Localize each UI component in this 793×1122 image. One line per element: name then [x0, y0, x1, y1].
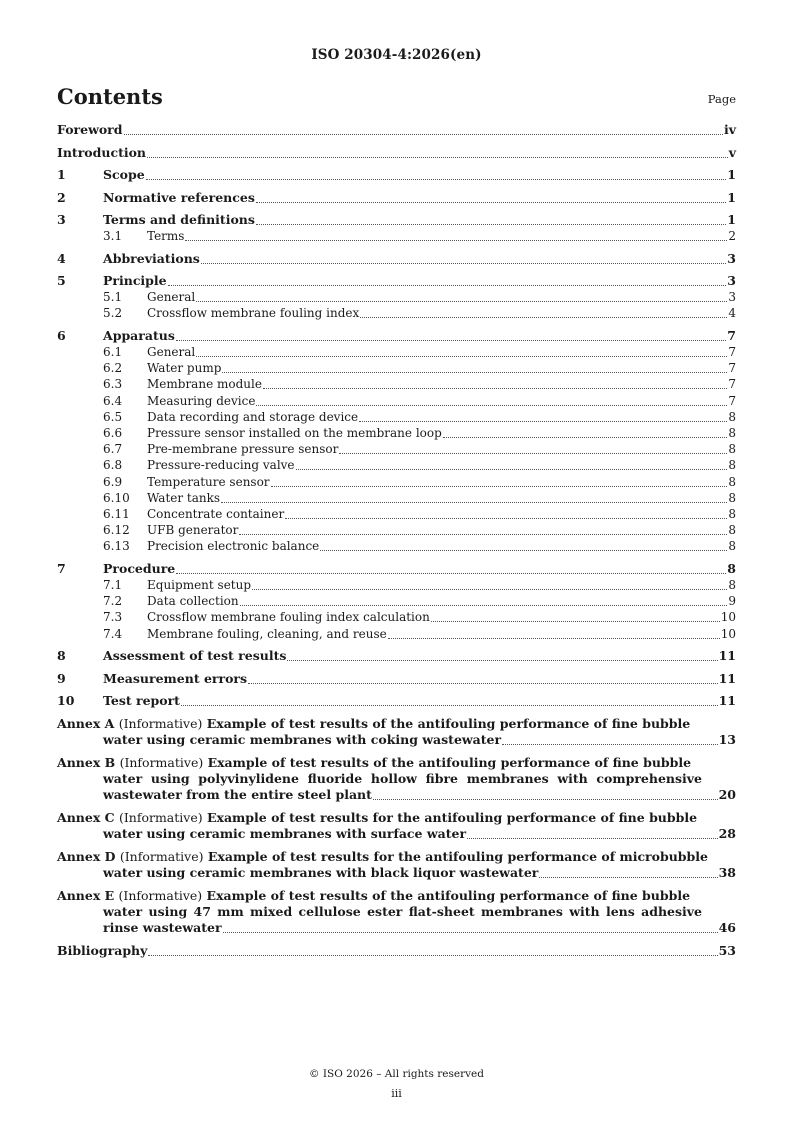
toc-entry-number: 1	[57, 167, 66, 182]
toc-entry-page: 7	[728, 377, 736, 392]
toc-entry-row	[147, 360, 736, 376]
toc-entry-title: Precision electronic balance	[147, 539, 320, 554]
toc-entry-page: 1	[727, 167, 736, 182]
toc-entry-title: Equipment setup	[147, 578, 252, 592]
toc-entry-page: 3	[727, 250, 736, 266]
annex-page: 38	[718, 865, 736, 881]
annex-title-line: rinse wastewater	[103, 920, 222, 936]
toc-entry-page: 8	[728, 490, 736, 505]
toc-entry-page: 1	[727, 212, 736, 227]
toc-entry[interactable]	[57, 425, 736, 441]
contents-title: Contents	[57, 84, 163, 109]
annex-title-line: Example of test results for the antifouling performance of fine bubble	[206, 810, 698, 826]
toc-entry-row	[147, 538, 736, 554]
toc-entry-page: 3	[727, 273, 736, 289]
toc-entry[interactable]	[57, 344, 736, 360]
toc-entry-row	[147, 393, 736, 409]
toc-entry-title: Pressure-reducing valve	[147, 458, 295, 473]
toc-entry-row	[57, 145, 736, 161]
dot-leader	[359, 421, 727, 422]
toc-entry-page: 9	[728, 594, 736, 609]
dot-leader	[248, 683, 718, 684]
document-identifier: ISO 20304-4:2026(en)	[311, 47, 482, 63]
toc-entry[interactable]	[57, 289, 736, 305]
toc-entry-page: iv	[723, 122, 736, 137]
toc-entry-title: Introduction	[57, 144, 147, 160]
toc-entry-title: Test report	[103, 693, 180, 709]
toc-entry-page: 10	[720, 626, 736, 641]
toc-entry-number: 6.1	[103, 345, 123, 360]
toc-entry-number: 6.7	[103, 442, 123, 457]
table-of-contents	[57, 122, 736, 959]
toc-entry-title: Normative references	[103, 189, 255, 205]
annex-title-line: water using polyvinylidene fluoride hollow fibre membranes with comprehensive	[103, 771, 702, 787]
dot-leader	[223, 932, 718, 933]
toc-entry-number: 7.1	[103, 578, 123, 592]
toc-entry[interactable]	[57, 522, 736, 538]
toc-entry-row	[103, 648, 736, 664]
annex-label: Annex A	[57, 716, 115, 732]
toc-entry[interactable]	[57, 490, 736, 506]
toc-entry-page: 8	[728, 458, 736, 473]
toc-entry-row	[103, 671, 736, 687]
copyright-notice: © ISO 2026 – All rights reserved	[309, 1068, 484, 1080]
annex-last-row	[57, 865, 736, 881]
toc-entry-number: 5.1	[103, 290, 123, 305]
toc-entry-number: 7.2	[103, 594, 123, 609]
toc-entry-title: Abbreviations	[103, 250, 200, 266]
toc-entry-row	[147, 490, 736, 506]
annex-title-line: Example of test results for the antifouling performance of microbubble	[207, 849, 708, 865]
toc-entry-title: Data collection	[147, 594, 239, 609]
toc-entry[interactable]	[57, 305, 736, 321]
toc-entry-row	[147, 577, 736, 593]
annex-type: (Informative)	[119, 755, 204, 771]
dot-leader	[285, 518, 727, 519]
toc-entry-row	[103, 561, 736, 577]
toc-entry-title: Bibliography	[57, 942, 148, 958]
toc-entry-number: 8	[57, 648, 66, 664]
toc-entry-number: 10	[57, 693, 75, 709]
dot-leader	[320, 550, 727, 551]
annex-title-line: water using 47 mm mixed cellulose ester flat-sheet membranes with lens adhesive	[103, 904, 702, 920]
annex-last-row	[57, 826, 736, 842]
toc-entry-number: 6.6	[103, 426, 123, 440]
toc-entry-title: Temperature sensor	[147, 474, 270, 489]
annex-title-line: water using ceramic membranes with surface water	[103, 826, 467, 842]
dot-leader	[252, 589, 727, 590]
toc-entry-title: Crossflow membrane fouling index	[147, 306, 360, 321]
annex-first-line	[57, 849, 736, 865]
toc-annex-entry[interactable]	[57, 888, 736, 936]
toc-entry-page: 8	[728, 442, 736, 457]
toc-entry-page: 11	[718, 648, 736, 664]
toc-entry-row	[147, 474, 736, 490]
toc-entry-page: v	[728, 144, 736, 160]
dot-leader	[339, 453, 727, 454]
toc-entry-page: 1	[727, 189, 736, 205]
toc-entry-title: Pressure sensor installed on the membrane loop	[147, 426, 442, 440]
toc-entry-title: Water pump	[147, 361, 222, 376]
toc-entry-number: 6.4	[103, 393, 123, 408]
dot-leader	[539, 877, 717, 878]
toc-entry-number: 2	[57, 189, 66, 205]
dot-leader	[221, 502, 727, 503]
toc-entry-title: Data recording and storage device	[147, 409, 359, 424]
dot-leader	[176, 340, 726, 341]
toc-entry[interactable]	[57, 145, 736, 161]
toc-entry[interactable]	[57, 251, 736, 267]
toc-entry-title: Terms and definitions	[103, 212, 255, 227]
toc-entry-row	[103, 167, 736, 183]
toc-entry-row	[147, 457, 736, 473]
annex-title-line: water using ceramic membranes with black liquor wastewater	[103, 865, 539, 881]
dot-leader	[502, 744, 718, 745]
toc-entry-row	[103, 273, 736, 289]
dot-leader	[256, 405, 727, 406]
toc-entry[interactable]	[57, 474, 736, 490]
toc-entry-row	[147, 228, 736, 244]
toc-entry[interactable]	[57, 190, 736, 206]
dot-leader	[185, 240, 727, 241]
toc-entry[interactable]	[57, 538, 736, 554]
toc-entry-title: Pre-membrane pressure sensor	[147, 442, 339, 457]
toc-annex-entry[interactable]	[57, 755, 736, 803]
dot-leader	[124, 134, 723, 135]
toc-entry-number: 7.4	[103, 626, 123, 641]
toc-entry[interactable]	[57, 593, 736, 609]
toc-entry[interactable]	[57, 671, 736, 687]
toc-entry-row	[57, 122, 736, 138]
dot-leader	[168, 285, 727, 286]
toc-entry-title: General	[147, 345, 196, 360]
toc-entry-page: 8	[728, 523, 736, 538]
annex-last-row	[57, 920, 736, 936]
toc-entry-number: 9	[57, 670, 66, 686]
dot-leader	[256, 224, 726, 225]
toc-entry-row	[103, 251, 736, 267]
toc-entry-page: 8	[728, 578, 736, 592]
toc-entry-row	[147, 522, 736, 538]
toc-entry-number: 6.2	[103, 361, 123, 376]
dot-leader	[196, 301, 727, 302]
toc-entry-number: 5	[57, 273, 66, 289]
toc-entry-number: 6.10	[103, 490, 130, 505]
toc-entry-number: 7	[57, 561, 66, 576]
toc-entry-number: 5.2	[103, 306, 123, 321]
toc-entry-title: Terms	[147, 229, 185, 243]
page-number: iii	[391, 1087, 402, 1100]
toc-entry-row	[147, 376, 736, 392]
toc-entry-number: 6.5	[103, 409, 123, 424]
dot-leader	[196, 356, 727, 357]
toc-entry[interactable]	[57, 648, 736, 664]
toc-entry-row	[147, 425, 736, 441]
dot-leader	[222, 372, 727, 373]
toc-entry-title: Membrane fouling, cleaning, and reuse	[147, 626, 387, 641]
toc-entry-title: Assessment of test results	[103, 648, 287, 664]
toc-entry-row	[103, 693, 736, 709]
toc-entry-row	[147, 441, 736, 457]
toc-entry-title: Procedure	[103, 561, 176, 576]
dot-leader	[443, 437, 728, 438]
annex-title-line: water using ceramic membranes with coking wastewater	[103, 732, 502, 748]
toc-entry-row	[147, 344, 736, 360]
toc-entry-number: 6.3	[103, 377, 123, 392]
toc-annex-entry[interactable]	[57, 716, 736, 748]
toc-entry-row	[147, 609, 736, 625]
toc-entry-row	[147, 506, 736, 522]
toc-entry-title: Membrane module	[147, 377, 262, 392]
toc-entry-page: 2	[728, 229, 736, 243]
toc-entry-number: 3.1	[103, 229, 123, 243]
toc-entry[interactable]	[57, 122, 736, 138]
toc-entry-number: 6.8	[103, 458, 123, 473]
toc-entry[interactable]	[57, 441, 736, 457]
dot-leader	[239, 534, 727, 535]
toc-entry-title: Crossflow membrane fouling index calculation	[147, 610, 430, 625]
annex-label: Annex C	[57, 810, 115, 826]
toc-entry-number: 3	[57, 212, 66, 227]
dot-leader	[256, 202, 726, 203]
toc-entry[interactable]	[57, 228, 736, 244]
toc-entry-page: 11	[718, 693, 736, 709]
annex-last-row	[57, 732, 736, 748]
toc-entry-page: 8	[728, 506, 736, 521]
toc-entry-title: Measurement errors	[103, 670, 248, 686]
toc-entry-title: Principle	[103, 273, 167, 289]
toc-annex-entry[interactable]	[57, 849, 736, 881]
annex-first-line	[57, 888, 736, 904]
toc-entry-title: Apparatus	[103, 328, 175, 344]
toc-entry[interactable]	[57, 561, 736, 577]
dot-leader	[147, 157, 728, 158]
toc-entry-number: 6.9	[103, 474, 123, 489]
toc-entry[interactable]	[57, 609, 736, 625]
toc-entry-number: 7.3	[103, 610, 123, 625]
dot-leader	[201, 263, 726, 264]
toc-annex-entry[interactable]	[57, 810, 736, 842]
toc-entry-number: 6.11	[103, 506, 130, 521]
annex-title-line: Example of test results of the antifouling performance of fine bubble	[206, 716, 691, 732]
dot-leader	[467, 838, 718, 839]
annex-page: 28	[718, 826, 736, 842]
toc-entry[interactable]	[57, 693, 736, 709]
dot-leader	[146, 179, 727, 180]
toc-entry-number: 6.13	[103, 539, 130, 554]
toc-entry-title: General	[147, 290, 196, 305]
toc-entry-title: UFB generator	[147, 523, 239, 538]
toc-entry-page: 11	[718, 670, 736, 686]
toc-entry-number: 6	[57, 328, 66, 344]
toc-entry-row	[57, 943, 736, 959]
page-column-label: Page	[707, 92, 736, 106]
annex-first-line	[57, 810, 736, 826]
toc-entry-page: 53	[718, 942, 736, 958]
annex-title-line: Example of test results of the antifouling performance of fine bubble	[207, 755, 692, 771]
annex-label: Annex D	[57, 849, 116, 865]
toc-entry[interactable]	[57, 212, 736, 228]
toc-entry-title: Foreword	[57, 122, 123, 137]
annex-type: (Informative)	[118, 888, 203, 904]
dot-leader	[148, 955, 717, 956]
toc-entry-row	[147, 593, 736, 609]
annex-page: 13	[718, 732, 736, 748]
dot-leader	[373, 799, 718, 800]
toc-entry-title: Water tanks	[147, 490, 221, 505]
toc-entry-page: 7	[728, 393, 736, 408]
annex-type: (Informative)	[118, 810, 203, 826]
toc-entry-page: 8	[728, 426, 736, 440]
dot-leader	[176, 573, 726, 574]
toc-entry-page: 4	[728, 306, 736, 321]
annex-label: Annex E	[57, 888, 115, 904]
toc-entry-title: Scope	[103, 167, 145, 182]
dot-leader	[287, 660, 717, 661]
annex-page: 46	[718, 920, 736, 936]
toc-entry[interactable]	[57, 360, 736, 376]
toc-entry-page: 8	[727, 561, 736, 576]
dot-leader	[388, 638, 720, 639]
toc-entry[interactable]	[57, 393, 736, 409]
dot-leader	[271, 486, 728, 487]
annex-title-line: Example of test results of the antifouling performance of fine bubble	[206, 888, 691, 904]
toc-entry-row	[147, 305, 736, 321]
annex-first-line	[57, 716, 736, 732]
toc-entry-row	[147, 626, 736, 642]
toc-entry-page: 7	[727, 328, 736, 344]
toc-entry[interactable]	[57, 409, 736, 425]
dot-leader	[296, 469, 728, 470]
toc-entry[interactable]	[57, 273, 736, 289]
dot-leader	[263, 388, 727, 389]
toc-entry-page: 8	[728, 539, 736, 554]
annex-type: (Informative)	[119, 849, 204, 865]
dot-leader	[360, 317, 727, 318]
toc-entry-page: 10	[720, 610, 736, 625]
annex-last-row	[57, 787, 736, 803]
toc-entry-row	[103, 190, 736, 206]
toc-entry-row	[103, 328, 736, 344]
toc-entry-page: 7	[728, 345, 736, 360]
toc-entry-number: 4	[57, 250, 66, 266]
toc-entry-row	[147, 409, 736, 425]
toc-entry[interactable]	[57, 577, 736, 593]
toc-entry[interactable]	[57, 457, 736, 473]
toc-entry[interactable]	[57, 328, 736, 344]
dot-leader	[240, 605, 728, 606]
toc-entry-row	[103, 212, 736, 228]
toc-entry-page: 7	[728, 361, 736, 376]
toc-entry[interactable]	[57, 626, 736, 642]
toc-bibliography[interactable]	[57, 943, 736, 959]
annex-type: (Informative)	[118, 716, 203, 732]
annex-label: Annex B	[57, 755, 116, 771]
annex-page: 20	[718, 787, 736, 803]
toc-entry-page: 3	[728, 290, 736, 305]
dot-leader	[431, 621, 720, 622]
toc-entry[interactable]	[57, 376, 736, 392]
toc-entry-page: 8	[728, 409, 736, 424]
toc-entry-number: 6.12	[103, 523, 130, 538]
toc-entry-title: Concentrate container	[147, 506, 285, 521]
annex-title-line: wastewater from the entire steel plant	[103, 787, 372, 803]
toc-entry-page: 8	[728, 474, 736, 489]
toc-entry[interactable]	[57, 506, 736, 522]
toc-entry-row	[147, 289, 736, 305]
annex-first-line	[57, 755, 736, 771]
toc-entry-title: Measuring device	[147, 393, 256, 408]
toc-entry[interactable]	[57, 167, 736, 183]
dot-leader	[181, 705, 718, 706]
